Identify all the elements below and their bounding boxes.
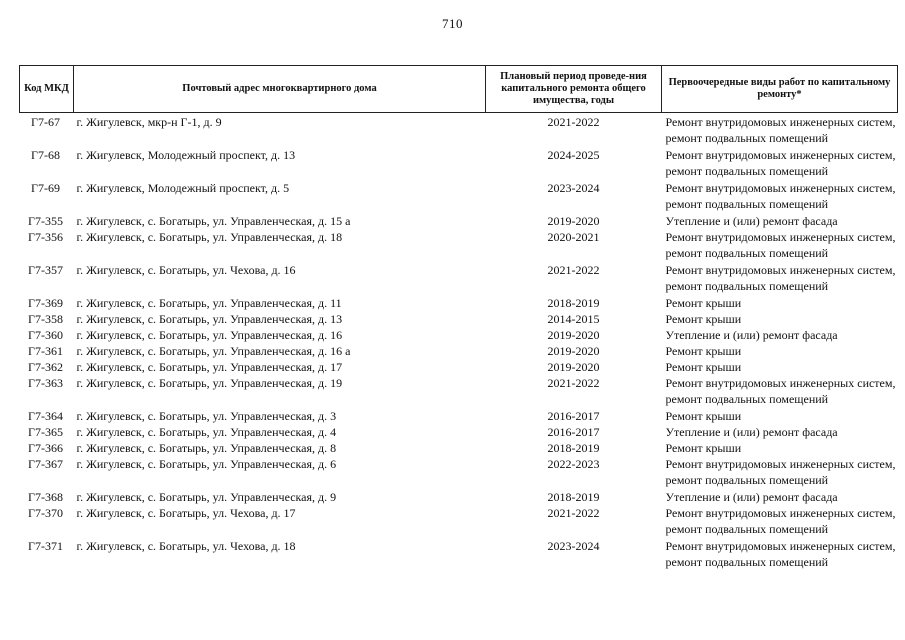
mkd-code-cell: Г7-363 <box>28 376 63 390</box>
works-line: Ремонт внутридомовых инженерных систем, <box>665 115 896 129</box>
mkd-code-cell: Г7-68 <box>31 148 60 162</box>
works-line: ремонт подвальных помещений <box>665 473 829 487</box>
address-cell: г. Жигулевск, с. Богатырь, ул. Управленческая, д. 19 <box>76 376 343 390</box>
works-line: Ремонт внутридомовых инженерных систем, <box>665 539 896 553</box>
mkd-code-cell: Г7-360 <box>28 328 63 342</box>
table-row <box>20 456 898 489</box>
period-cell: 2019-2020 <box>547 328 600 342</box>
table-row <box>20 113 898 148</box>
works-line: ремонт подвальных помещений <box>665 522 829 536</box>
address-cell: г. Жигулевск, с. Богатырь, ул. Чехова, д. 17 <box>76 506 296 520</box>
works-line: Утепление и (или) ремонт фасада <box>665 328 838 342</box>
works-line: ремонт подвальных помещений <box>665 131 829 145</box>
period-cell: 2024-2025 <box>547 148 600 162</box>
works-line: Ремонт крыши <box>665 296 742 310</box>
address-cell: г. Жигулевск, с. Богатырь, ул. Управленческая, д. 16 <box>76 328 343 342</box>
mkd-code-cell: Г7-366 <box>28 441 63 455</box>
address-cell: г. Жигулевск, с. Богатырь, ул. Управленческая, д. 3 <box>76 409 337 423</box>
table-row <box>20 147 898 180</box>
table-header-row <box>20 66 898 113</box>
table-row <box>20 229 898 262</box>
works-line: Ремонт внутридомовых инженерных систем, <box>665 230 896 244</box>
table-row <box>20 440 898 456</box>
works-line: Ремонт крыши <box>665 360 742 374</box>
works-cell <box>662 229 898 262</box>
header-works: Первоочередные виды работ по капитальному ремонту* <box>662 66 898 113</box>
works-cell <box>662 408 898 424</box>
page-number: 710 <box>442 16 463 31</box>
table-row <box>20 375 898 408</box>
works-line: Утепление и (или) ремонт фасада <box>665 490 838 504</box>
works-line: Ремонт внутридомовых инженерных систем, <box>665 263 896 277</box>
works-cell <box>662 262 898 295</box>
mkd-code-cell: Г7-355 <box>28 214 63 228</box>
period-cell: 2016-2017 <box>547 425 600 439</box>
works-cell <box>662 456 898 489</box>
mkd-code-cell: Г7-361 <box>28 344 63 358</box>
address-cell: г. Жигулевск, с. Богатырь, ул. Управленческая, д. 18 <box>76 230 343 244</box>
works-line: Ремонт внутридомовых инженерных систем, <box>665 457 896 471</box>
table-row <box>20 213 898 229</box>
period-cell: 2018-2019 <box>547 441 600 455</box>
address-cell: г. Жигулевск, Молодежный проспект, д. 13 <box>76 148 296 162</box>
works-cell <box>662 180 898 213</box>
table-row <box>20 327 898 343</box>
address-cell: г. Жигулевск, с. Богатырь, ул. Чехова, д. 18 <box>76 539 296 553</box>
repair-plan-table-container <box>19 65 897 571</box>
period-cell: 2021-2022 <box>547 115 600 129</box>
period-cell: 2023-2024 <box>547 539 600 553</box>
address-cell: г. Жигулевск, с. Богатырь, ул. Управленческая, д. 6 <box>76 457 337 471</box>
period-cell: 2021-2022 <box>547 506 600 520</box>
period-cell: 2022-2023 <box>547 457 600 471</box>
period-cell: 2021-2022 <box>547 263 600 277</box>
address-cell: г. Жигулевск, мкр-н Г-1, д. 9 <box>76 115 222 129</box>
period-cell: 2018-2019 <box>547 296 600 310</box>
works-cell <box>662 327 898 343</box>
works-cell <box>662 213 898 229</box>
address-cell: г. Жигулевск, с. Богатырь, ул. Управленческая, д. 4 <box>76 425 337 439</box>
works-cell <box>662 424 898 440</box>
address-cell: г. Жигулевск, с. Богатырь, ул. Управленческая, д. 15 а <box>76 214 351 228</box>
works-line: Ремонт крыши <box>665 344 742 358</box>
works-line: Ремонт внутридомовых инженерных систем, <box>665 181 896 195</box>
address-cell: г. Жигулевск, с. Богатырь, ул. Управленческая, д. 11 <box>76 296 342 310</box>
period-cell: 2019-2020 <box>547 344 600 358</box>
works-line: Ремонт внутридомовых инженерных систем, <box>665 506 896 520</box>
works-line: Ремонт крыши <box>665 409 742 423</box>
table-body <box>20 113 898 572</box>
works-cell <box>662 295 898 311</box>
table-row <box>20 311 898 327</box>
works-cell <box>662 311 898 327</box>
works-line: ремонт подвальных помещений <box>665 197 829 211</box>
works-line: Утепление и (или) ремонт фасада <box>665 425 838 439</box>
works-line: Ремонт крыши <box>665 312 742 326</box>
address-cell: г. Жигулевск, с. Богатырь, ул. Управленческая, д. 16 а <box>76 344 351 358</box>
address-cell: г. Жигулевск, Молодежный проспект, д. 5 <box>76 181 290 195</box>
mkd-code-cell: Г7-362 <box>28 360 63 374</box>
works-cell <box>662 375 898 408</box>
table-row <box>20 295 898 311</box>
table-row <box>20 180 898 213</box>
works-line: Утепление и (или) ремонт фасада <box>665 214 838 228</box>
table-row <box>20 538 898 571</box>
period-cell: 2020-2021 <box>547 230 600 244</box>
works-line: ремонт подвальных помещений <box>665 164 829 178</box>
works-cell <box>662 113 898 148</box>
table-row <box>20 262 898 295</box>
works-cell <box>662 440 898 456</box>
mkd-code-cell: Г7-370 <box>28 506 63 520</box>
works-cell <box>662 359 898 375</box>
works-cell <box>662 489 898 505</box>
period-cell: 2016-2017 <box>547 409 600 423</box>
works-cell <box>662 538 898 571</box>
table-row <box>20 424 898 440</box>
works-line: ремонт подвальных помещений <box>665 392 829 406</box>
mkd-code-cell: Г7-67 <box>31 115 60 129</box>
address-cell: г. Жигулевск, с. Богатырь, ул. Управленческая, д. 13 <box>76 312 343 326</box>
header-address: Почтовый адрес многоквартирного дома <box>74 66 486 113</box>
period-cell: 2014-2015 <box>547 312 600 326</box>
mkd-code-cell: Г7-367 <box>28 457 63 471</box>
table-row <box>20 489 898 505</box>
repair-plan-table <box>19 65 898 571</box>
table-row <box>20 408 898 424</box>
mkd-code-cell: Г7-368 <box>28 490 63 504</box>
mkd-code-cell: Г7-369 <box>28 296 63 310</box>
header-code: Код МКД <box>20 66 74 113</box>
works-line: Ремонт внутридомовых инженерных систем, <box>665 148 896 162</box>
table-header <box>20 66 898 113</box>
period-cell: 2019-2020 <box>547 214 600 228</box>
period-cell: 2021-2022 <box>547 376 600 390</box>
works-line: ремонт подвальных помещений <box>665 279 829 293</box>
address-cell: г. Жигулевск, с. Богатырь, ул. Управленческая, д. 8 <box>76 441 337 455</box>
table-row <box>20 359 898 375</box>
works-cell <box>662 343 898 359</box>
mkd-code-cell: Г7-358 <box>28 312 63 326</box>
works-line: Ремонт крыши <box>665 441 742 455</box>
period-cell: 2018-2019 <box>547 490 600 504</box>
table-row <box>20 343 898 359</box>
mkd-code-cell: Г7-357 <box>28 263 63 277</box>
mkd-code-cell: Г7-365 <box>28 425 63 439</box>
mkd-code-cell: Г7-364 <box>28 409 63 423</box>
address-cell: г. Жигулевск, с. Богатырь, ул. Чехова, д. 16 <box>76 263 296 277</box>
address-cell: г. Жигулевск, с. Богатырь, ул. Управленческая, д. 17 <box>76 360 343 374</box>
table-row <box>20 505 898 538</box>
works-cell <box>662 147 898 180</box>
works-line: ремонт подвальных помещений <box>665 246 829 260</box>
address-cell: г. Жигулевск, с. Богатырь, ул. Управленческая, д. 9 <box>76 490 337 504</box>
works-line: ремонт подвальных помещений <box>665 555 829 569</box>
mkd-code-cell: Г7-69 <box>31 181 60 195</box>
works-cell <box>662 505 898 538</box>
header-period: Плановый период проведе-ния капитального ремонта общего имущества, годы <box>486 66 662 113</box>
mkd-code-cell: Г7-356 <box>28 230 63 244</box>
mkd-code-cell: Г7-371 <box>28 539 63 553</box>
period-cell: 2019-2020 <box>547 360 600 374</box>
works-line: Ремонт внутридомовых инженерных систем, <box>665 376 896 390</box>
period-cell: 2023-2024 <box>547 181 600 195</box>
